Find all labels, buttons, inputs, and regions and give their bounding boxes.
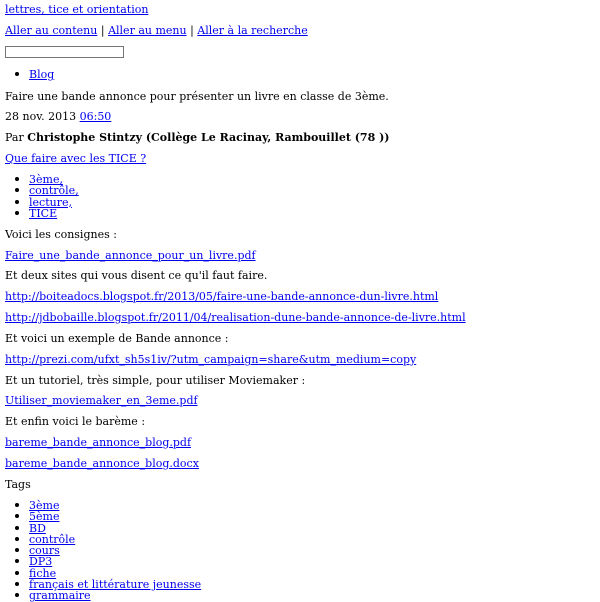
tag-link[interactable]: fiche [29,566,57,580]
post-author [5,132,389,143]
author-name: Christophe Stintzy (Collège Le Racinay, Rambouillet (78 )) [27,131,390,144]
body-paragraph: Et enfin voici le barème : [5,415,146,428]
tags-list [5,500,201,602]
post-tag-item [5,208,79,219]
search-input[interactable] [5,46,124,58]
tag-link[interactable]: grammaire [29,589,91,602]
skip-to-menu-link[interactable]: Aller au menu [108,24,187,37]
post-tag-link[interactable]: contrôle, [29,184,79,198]
post-tag-link[interactable]: lecture, [29,195,72,209]
tag-link[interactable]: cours [29,544,60,558]
nav-item-blog [5,69,54,80]
post-date [5,111,111,122]
moviemaker-pdf-link[interactable]: Utiliser_moviemaker_en_3eme.pdf [5,394,198,407]
by-label: Par [5,131,24,144]
post-tag-link[interactable]: TICE [29,206,58,220]
main-nav [5,69,54,80]
post-tags-list [5,174,79,219]
tag-link[interactable]: 3ème [29,499,60,512]
jdbobaille-link[interactable]: http://jdbobaille.blogspot.fr/2011/04/realisation-dune-bande-annonce-de-livre.html [5,311,466,324]
skip-separator: | [100,24,105,37]
body-paragraph: Et voici un exemple de Bande annonce : [5,332,229,345]
skip-to-search-link[interactable]: Aller à la recherche [197,24,308,37]
prezi-link[interactable]: http://prezi.com/ufxt_sh5s1iv/?utm_campaign=share&utm_medium=copy [5,353,417,366]
body-paragraph: Voici les consignes : [5,228,117,241]
skip-links [5,25,308,36]
boiteadocs-link[interactable]: http://boiteadocs.blogspot.fr/2013/05/faire-une-bande-annonce-dun-livre.html [5,290,439,303]
bareme-pdf-link[interactable]: bareme_bande_annonce_blog.pdf [5,436,192,449]
consignes-pdf-link[interactable]: Faire_une_bande_annonce_pour_un_livre.pdf [5,249,256,262]
tag-link[interactable]: contrôle [29,532,76,546]
tag-link[interactable]: DP3 [29,555,53,569]
body-paragraph: Et un tutoriel, très simple, pour utiliser Moviemaker : [5,374,306,387]
nav-link-blog[interactable]: Blog [29,68,55,81]
site-title-link[interactable]: lettres, tice et orientation [5,3,149,16]
bareme-docx-link[interactable]: bareme_bande_annonce_blog.docx [5,457,199,470]
skip-to-content-link[interactable]: Aller au contenu [5,24,98,37]
tag-link[interactable]: BD [29,521,46,535]
tag-link[interactable]: 5ème [29,510,60,524]
category-link[interactable]: Que faire avec les TICE ? [5,152,147,165]
post-tag-link[interactable]: 3ème, [29,173,63,186]
skip-separator: | [190,24,194,37]
post-date-text: 28 nov. 2013 [5,110,77,123]
post-title: Faire une bande annonce pour présenter un livre en classe de 3ème. [5,90,389,103]
tags-heading: Tags [5,478,31,491]
body-paragraph: Et deux sites qui vous disent ce qu'il faut faire. [5,269,268,282]
post-time-link[interactable]: 06:50 [79,110,112,123]
tag-link[interactable]: français et littérature jeunesse [29,578,202,592]
